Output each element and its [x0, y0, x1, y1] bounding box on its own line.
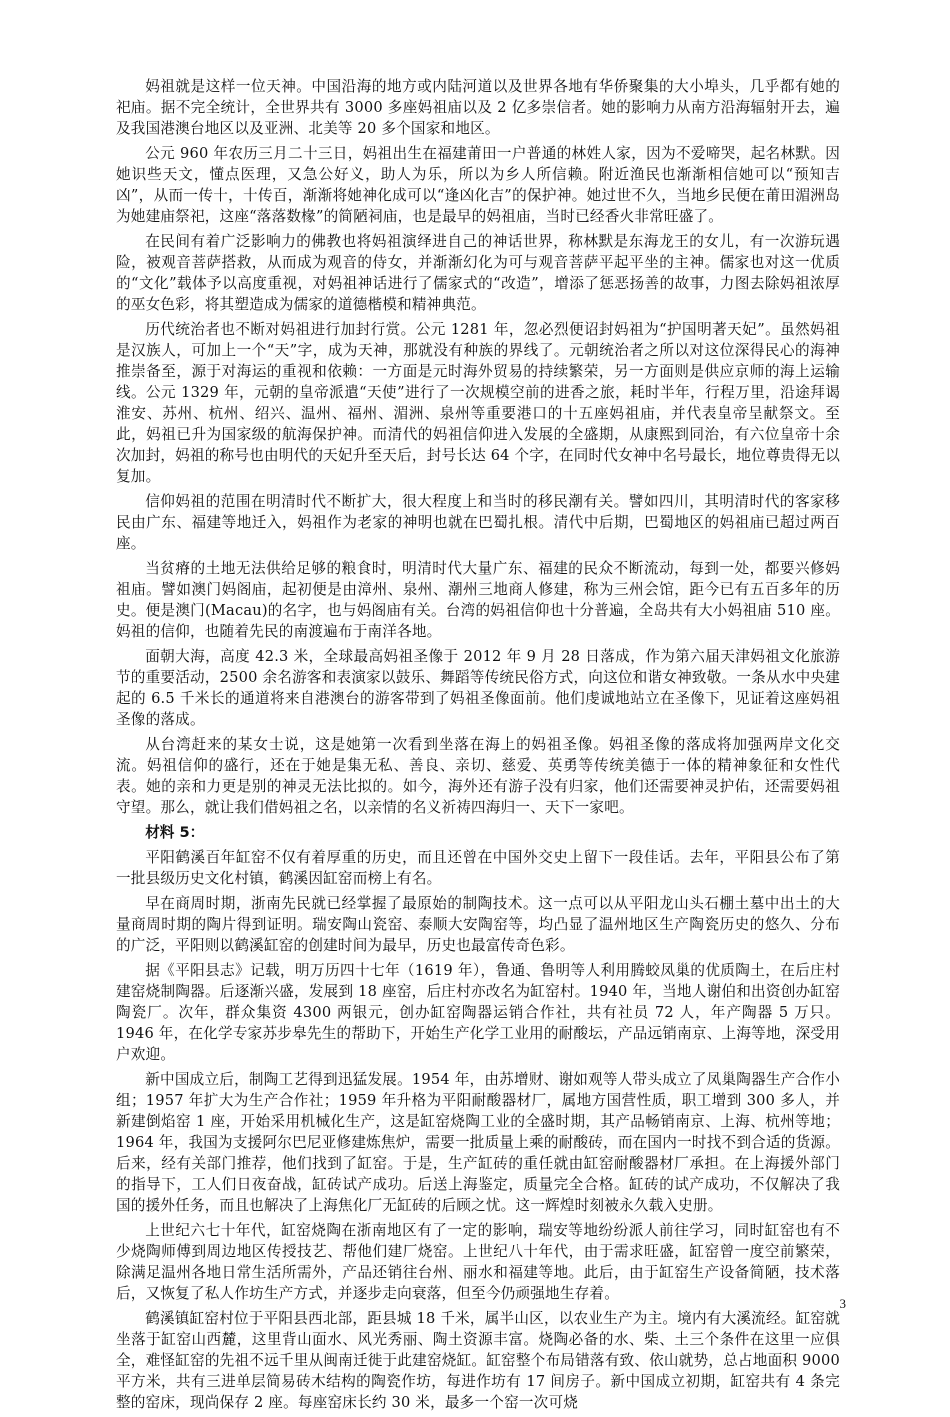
- paragraph: 公元 960 年农历三月二十三日，妈祖出生在福建莆田一户普通的林姓人家，因为不爱啼哭，起名林默。因她识些天文，懂点医理，又急公好义，助人为乐，所以为乡人所信赖。附近渔民也渐渐相信她可以“预知吉凶”，从而一传十，十传百，渐渐将她神化成可以“逢凶化吉”的保护神。她过世不久，当地乡民便在莆田湄洲岛为她建庙祭祀，这座“落落数椽”的简陋祠庙，也是最早的妈祖庙，当时已经香火非常旺盛了。: [116, 145, 840, 225]
- paragraph: 据《平阳县志》记载，明万历四十七年（1619 年），鲁通、鲁明等人利用腾蛟凤巢的优质陶土，在后庄村建窑烧制陶器。后逐渐兴盛，发展到 18 座窑，后庄村亦改名为缸窑村。1940 年，当地人谢伯和出资创办缸窑陶瓷厂。次年，群众集资 4300 两银元，创办缸窑陶器运销合作社，共有社员 72 人，年产陶器 5 万只。1946 年，在化学专家苏步皋先生的帮助下，开始生产化学工业用的耐酸坛，产品远销南京、上海等地，深受用户欢迎。: [116, 962, 840, 1063]
- section-heading: 材料 5：: [145, 824, 205, 841]
- paragraph: 鹤溪镇缸窑村位于平阳县西北部，距县城 18 千米，属半山区，以农业生产为主。境内有大溪流经。缸窑就坐落于缸窑山西麓，这里背山面水、风光秀丽、陶土资源丰富。烧陶必备的水、柴、土三个条件在这里一应俱全，难怪缸窑的先祖不远千里从闽南迁徙于此建窑烧缸。缸窑整个布局错落有致、依山就势，总占地面积 9000 平方米，共有三进单层简易砖木结构的陶瓷作坊，每进作坊有 17 间房子。新中国成立初期，缸窑共有 4 条完整的窑床，现尚保存 2 座。每座窑床长约 30 米，最多一个窑一次可烧: [116, 1310, 840, 1411]
- paragraph: 上世纪六七十年代，缸窑烧陶在浙南地区有了一定的影响，瑞安等地纷纷派人前往学习，同时缸窑也有不少烧陶师傅到周边地区传授技艺、帮他们建厂烧窑。上世纪八十年代，由于需求旺盛，缸窑曾一度空前繁荣，除满足温州各地日常生活所需外，产品还销往台州、丽水和福建等地。此后，由于缸窑生产设备简陋，技术落后，又恢复了私人作坊生产方式，并逐步走向衰落，但至今仍顽强地生存着。: [116, 1222, 840, 1302]
- paragraph: 早在商周时期，浙南先民就已经掌握了最原始的制陶技术。这一点可以从平阳龙山头石棚土墓中出土的大量商周时期的陶片得到证明。瑞安陶山瓷窑、泰顺大安陶窑等，均凸显了温州地区生产陶瓷历史的悠久、分布的广泛，平阳则以鹤溪缸窑的创建时间为最早，历史也最富传奇色彩。: [116, 895, 840, 954]
- paragraph: 当贫瘠的土地无法供给足够的粮食时，明清时代大量广东、福建的民众不断流动，每到一处，都要兴修妈祖庙。譬如澳门妈阁庙，起初便是由漳州、泉州、潮州三地商人修建，称为三州会馆，距今已有五百多年的历史。便是澳门(Macau)的名字，也与妈阁庙有关。台湾的妈祖信仰也十分普遍，全岛共有大小妈祖庙 510 座。妈祖的信仰，也随着先民的南渡遍布于南洋各地。: [116, 560, 840, 640]
- page-number: 3: [839, 1296, 846, 1311]
- paragraph: 妈祖就是这样一位天神。中国沿海的地方或内陆河道以及世界各地有华侨聚集的大小埠头，几乎都有她的祀庙。据不完全统计，全世界共有 3000 多座妈祖庙以及 2 亿多崇信者。她的影响力从南方沿海辐射开去，遍及我国港澳台地区以及亚洲、北美等 20 多个国家和地区。: [116, 78, 840, 137]
- paragraph: 在民间有着广泛影响力的佛教也将妈祖演绎进自己的神话世界，称林默是东海龙王的女儿，有一次游玩遇险，被观音菩萨搭救，从而成为观音的侍女，并渐渐幻化为可与观音菩萨平起平坐的主神。儒家也对这一优质的“文化”载体予以高度重视，对妈祖神话进行了儒家式的“改造”，增添了惩恶扬善的故事，力图去除妈祖浓厚的巫女色彩，将其塑造成为儒家的道德楷模和精神典范。: [116, 233, 840, 313]
- paragraph: 从台湾赶来的某女士说，这是她第一次看到坐落在海上的妈祖圣像。妈祖圣像的落成将加强两岸文化交流。妈祖信仰的盛行，还在于她是集无私、善良、亲切、慈爱、英勇等传统美德于一体的精神象征和女性代表。她的亲和力更是别的神灵无法比拟的。如今，海外还有游子没有归家，他们还需要神灵护佑，还需要妈祖守望。那么，就让我们借妈祖之名，以亲情的名义祈祷四海归一、天下一家吧。: [116, 736, 840, 816]
- paragraph: 平阳鹤溪百年缸窑不仅有着厚重的历史，而且还曾在中国外交史上留下一段佳话。去年，平阳县公布了第一批县级历史文化村镇，鹤溪因缸窑而榜上有名。: [116, 849, 840, 887]
- paragraph: 信仰妈祖的范围在明清时代不断扩大，很大程度上和当时的移民潮有关。譬如四川，其明清时代的客家移民由广东、福建等地迁入，妈祖作为老家的神明也就在巴蜀扎根。清代中后期，巴蜀地区的妈祖庙已超过两百座。: [116, 493, 840, 552]
- paragraph: 新中国成立后，制陶工艺得到迅猛发展。1954 年，由苏增财、谢如观等人带头成立了凤巢陶器生产合作小组；1957 年扩大为生产合作社；1959 年升格为平阳耐酸器材厂，属地方国营性质，职工增到 300 多人，并新建倒焰窑 1 座，开始采用机械化生产，这是缸窑烧陶工业的全盛时期，其产品畅销南京、上海、杭州等地；1964 年，我国为支援阿尔巴尼亚修建炼焦炉，需要一批质量上乘的耐酸砖，而在国内一时找不到合适的货源。后来，经有关部门推荐，他们找到了缸窑。于是，生产缸砖的重任就由缸窑耐酸器材厂承担。在上海援外部门的指导下，工人们日夜奋战，缸砖试产成功。后送上海鉴定，质量完全合格。缸砖的试产成功，不仅解决了我国的援外任务，而且也解决了上海焦化厂无缸砖的后顾之忧。这一辉煌时刻被永久载入史册。: [116, 1071, 840, 1214]
- paragraph: 面朝大海，高度 42.3 米，全球最高妈祖圣像于 2012 年 9 月 28 日落成，作为第六届天津妈祖文化旅游节的重要活动，2500 余名游客和表演家以鼓乐、舞蹈等传统民俗方式，向这位和谐女神致敬。一条从水中央建起的 6.5 千米长的通道将来自港澳台的游客带到了妈祖圣像面前。他们虔诚地站立在圣像下，见证着这座妈祖圣像的落成。: [116, 648, 840, 728]
- document-body: [116, 76, 840, 1417]
- paragraph: 历代统治者也不断对妈祖进行加封行赏。公元 1281 年，忽必烈便诏封妈祖为“护国明著天妃”。虽然妈祖是汉族人，可加上一个“天”字，成为天神，那就没有种族的界线了。元朝统治者之所以对这位深得民心的海神推崇备至，源于对海运的重视和依赖：一方面是元时海外贸易的持续繁荣，另一方面则是供应京师的海上运输线。公元 1329 年，元朝的皇帝派遣“天使”进行了一次规模空前的进香之旅，耗时半年，行程万里，沿途拜谒淮安、苏州、杭州、绍兴、温州、福州、湄洲、泉州等重要港口的十五座妈祖庙，并代表皇帝呈献祭文。至此，妈祖已升为国家级的航海保护神。而清代的妈祖信仰进入发展的全盛期，从康熙到同治，有六位皇帝十余次加封，妈祖的称号也由明代的天妃升至天后，封号长达 64 个字，在同时代女神中名号最长，地位尊贵得无以复加。: [116, 321, 840, 485]
